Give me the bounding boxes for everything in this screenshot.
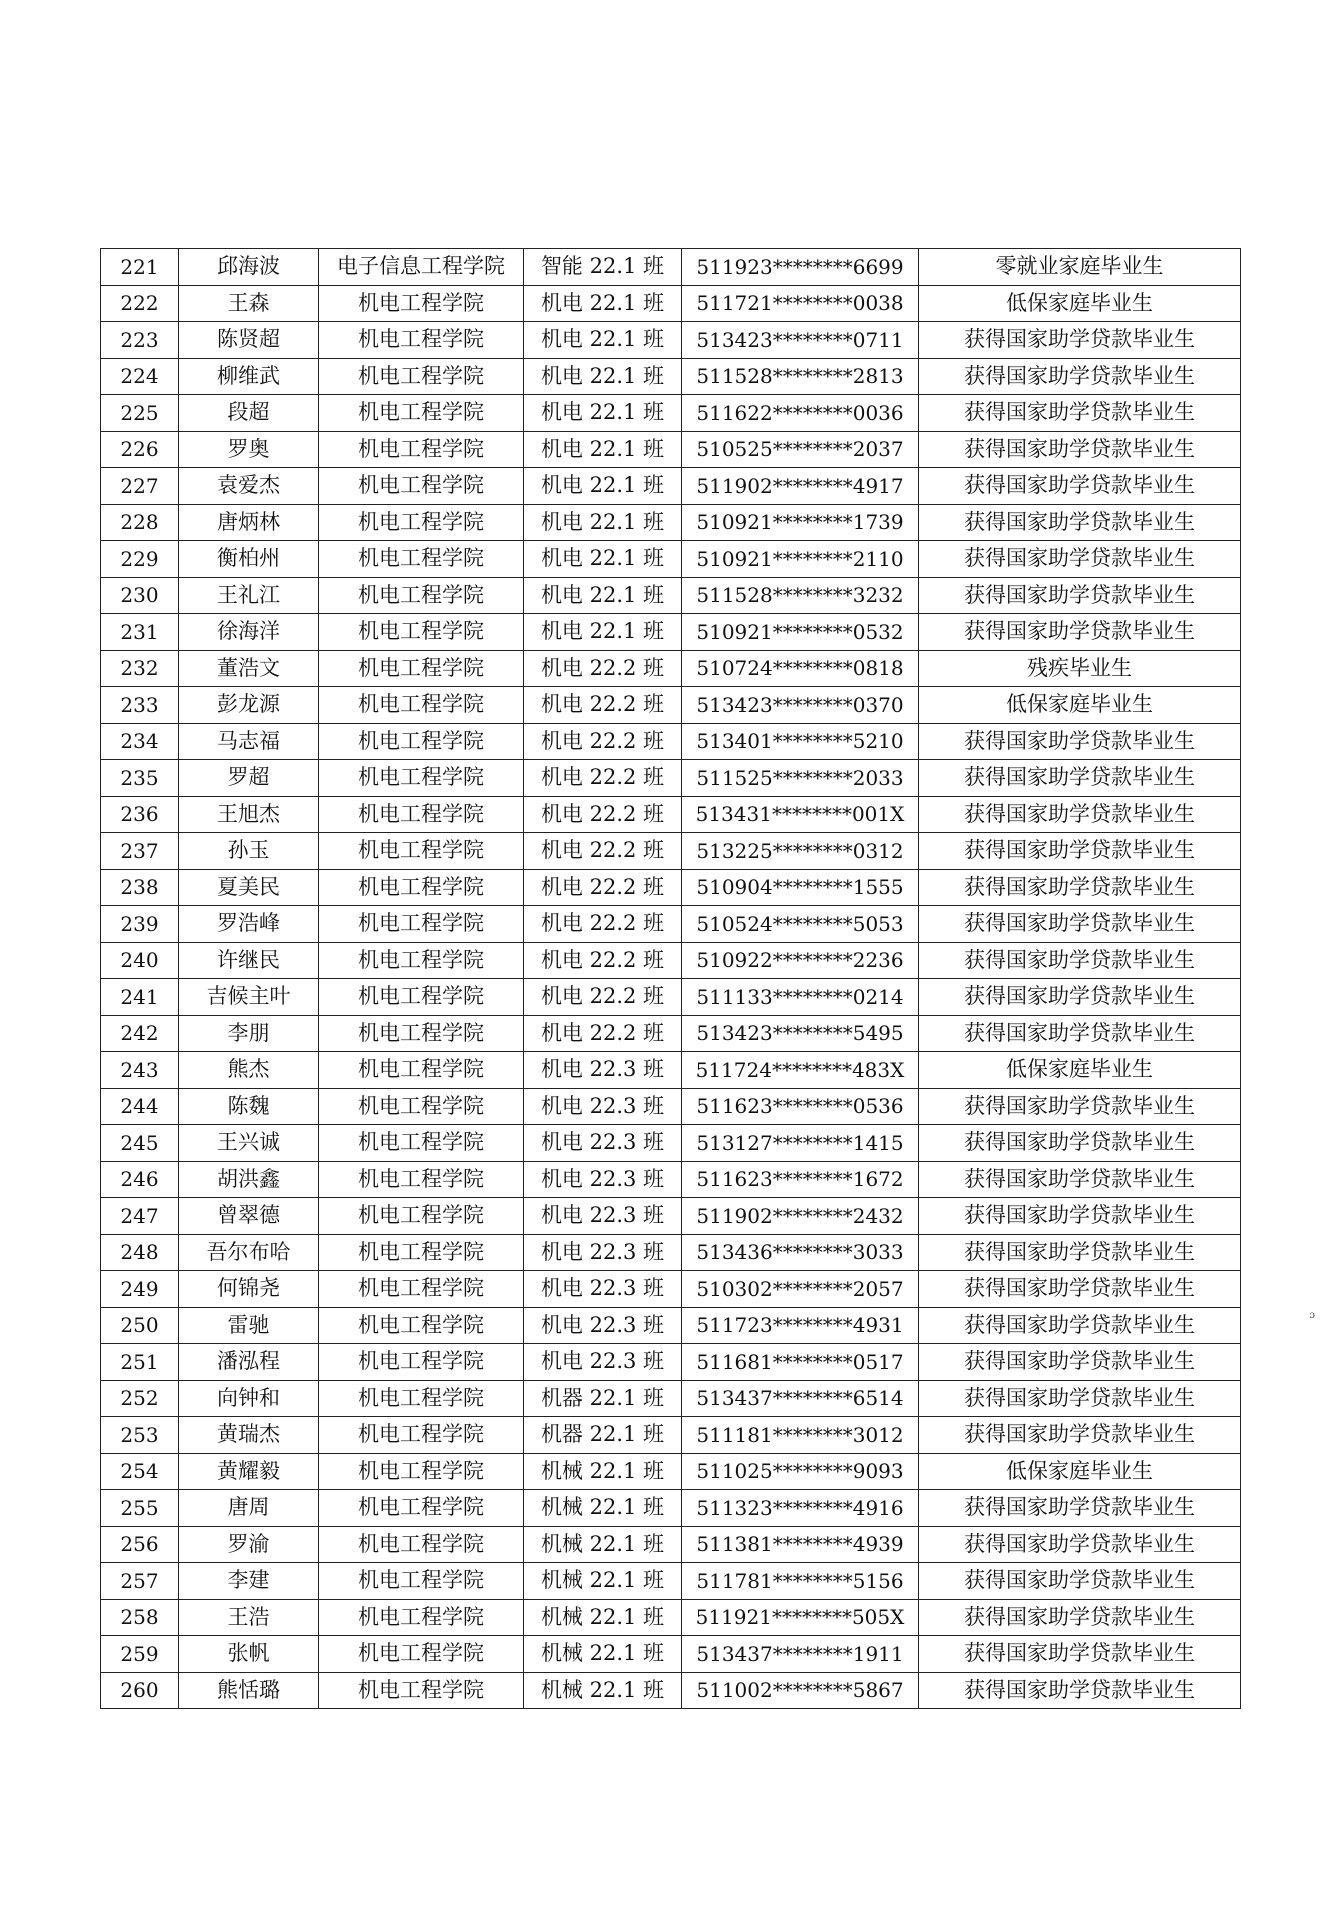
class-cell: 机电 22.1 班: [524, 285, 682, 322]
college-cell: 电子信息工程学院: [319, 249, 524, 286]
college-cell: 机电工程学院: [319, 1417, 524, 1454]
row-number-cell: 255: [101, 1490, 179, 1527]
college-cell: 机电工程学院: [319, 1380, 524, 1417]
category-cell: 获得国家助学贷款毕业生: [919, 1344, 1241, 1381]
college-cell: 机电工程学院: [319, 1198, 524, 1235]
college-cell: 机电工程学院: [319, 723, 524, 760]
id-number-cell: 511381********4939: [682, 1526, 919, 1563]
row-number-cell: 256: [101, 1526, 179, 1563]
row-number-cell: 227: [101, 468, 179, 505]
row-number-cell: 259: [101, 1636, 179, 1673]
id-number-cell: 511724********483X: [682, 1052, 919, 1089]
row-number-cell: 253: [101, 1417, 179, 1454]
class-cell: 机电 22.1 班: [524, 468, 682, 505]
row-number-cell: 240: [101, 942, 179, 979]
row-number-cell: 241: [101, 979, 179, 1016]
id-number-cell: 513401********5210: [682, 723, 919, 760]
row-number-cell: 239: [101, 906, 179, 943]
category-cell: 获得国家助学贷款毕业生: [919, 1307, 1241, 1344]
row-number-cell: 243: [101, 1052, 179, 1089]
id-number-cell: 511002********5867: [682, 1672, 919, 1709]
id-number-cell: 510525********2037: [682, 431, 919, 468]
id-number-cell: 511528********3232: [682, 577, 919, 614]
row-number-cell: 231: [101, 614, 179, 651]
college-cell: 机电工程学院: [319, 1015, 524, 1052]
id-number-cell: 510302********2057: [682, 1271, 919, 1308]
category-cell: 残疾毕业生: [919, 650, 1241, 687]
class-cell: 机电 22.3 班: [524, 1198, 682, 1235]
college-cell: 机电工程学院: [319, 431, 524, 468]
student-name-cell: 王浩: [179, 1599, 319, 1636]
table-row: [101, 1198, 1241, 1235]
table-row: [101, 906, 1241, 943]
student-name-cell: 李朋: [179, 1015, 319, 1052]
class-cell: 机械 22.1 班: [524, 1490, 682, 1527]
row-number-cell: 260: [101, 1672, 179, 1709]
table-row: [101, 796, 1241, 833]
row-number-cell: 254: [101, 1453, 179, 1490]
student-name-cell: 张帆: [179, 1636, 319, 1673]
graduate-roster-table: [100, 248, 1241, 1709]
category-cell: 获得国家助学贷款毕业生: [919, 1271, 1241, 1308]
table-row: [101, 1015, 1241, 1052]
student-name-cell: 潘泓程: [179, 1344, 319, 1381]
table-row: [101, 1453, 1241, 1490]
category-cell: 获得国家助学贷款毕业生: [919, 468, 1241, 505]
student-name-cell: 黄耀毅: [179, 1453, 319, 1490]
category-cell: 获得国家助学贷款毕业生: [919, 723, 1241, 760]
category-cell: 获得国家助学贷款毕业生: [919, 395, 1241, 432]
category-cell: 获得国家助学贷款毕业生: [919, 833, 1241, 870]
category-cell: 获得国家助学贷款毕业生: [919, 541, 1241, 578]
category-cell: 获得国家助学贷款毕业生: [919, 1599, 1241, 1636]
category-cell: 获得国家助学贷款毕业生: [919, 869, 1241, 906]
student-name-cell: 夏美民: [179, 869, 319, 906]
table-row: [101, 833, 1241, 870]
table-row: [101, 285, 1241, 322]
id-number-cell: 511181********3012: [682, 1417, 919, 1454]
table-row: [101, 1271, 1241, 1308]
row-number-cell: 237: [101, 833, 179, 870]
category-cell: 获得国家助学贷款毕业生: [919, 796, 1241, 833]
category-cell: 获得国家助学贷款毕业生: [919, 1015, 1241, 1052]
category-cell: 获得国家助学贷款毕业生: [919, 1490, 1241, 1527]
row-number-cell: 232: [101, 650, 179, 687]
class-cell: 机械 22.1 班: [524, 1599, 682, 1636]
category-cell: 获得国家助学贷款毕业生: [919, 1125, 1241, 1162]
id-number-cell: 511781********5156: [682, 1563, 919, 1600]
college-cell: 机电工程学院: [319, 285, 524, 322]
college-cell: 机电工程学院: [319, 395, 524, 432]
college-cell: 机电工程学院: [319, 504, 524, 541]
table-row: [101, 1599, 1241, 1636]
student-name-cell: 罗超: [179, 760, 319, 797]
table-row: [101, 979, 1241, 1016]
college-cell: 机电工程学院: [319, 869, 524, 906]
row-number-cell: 224: [101, 358, 179, 395]
row-number-cell: 228: [101, 504, 179, 541]
category-cell: 获得国家助学贷款毕业生: [919, 760, 1241, 797]
student-name-cell: 向钟和: [179, 1380, 319, 1417]
class-cell: 机电 22.1 班: [524, 577, 682, 614]
category-cell: 低保家庭毕业生: [919, 1052, 1241, 1089]
row-number-cell: 257: [101, 1563, 179, 1600]
student-name-cell: 唐周: [179, 1490, 319, 1527]
id-number-cell: 510921********0532: [682, 614, 919, 651]
id-number-cell: 513423********0370: [682, 687, 919, 724]
row-number-cell: 230: [101, 577, 179, 614]
row-number-cell: 225: [101, 395, 179, 432]
student-name-cell: 许继民: [179, 942, 319, 979]
table-row: [101, 1490, 1241, 1527]
class-cell: 机电 22.2 班: [524, 723, 682, 760]
student-name-cell: 熊恬璐: [179, 1672, 319, 1709]
table-row: [101, 577, 1241, 614]
category-cell: 获得国家助学贷款毕业生: [919, 431, 1241, 468]
roster-body: [101, 249, 1241, 1709]
category-cell: 获得国家助学贷款毕业生: [919, 1161, 1241, 1198]
class-cell: 机电 22.2 班: [524, 833, 682, 870]
table-row: [101, 1563, 1241, 1600]
row-number-cell: 238: [101, 869, 179, 906]
class-cell: 机电 22.1 班: [524, 541, 682, 578]
college-cell: 机电工程学院: [319, 1271, 524, 1308]
class-cell: 机电 22.2 班: [524, 760, 682, 797]
college-cell: 机电工程学院: [319, 1636, 524, 1673]
class-cell: 机电 22.3 班: [524, 1271, 682, 1308]
student-name-cell: 衡柏州: [179, 541, 319, 578]
class-cell: 机械 22.1 班: [524, 1453, 682, 1490]
category-cell: 获得国家助学贷款毕业生: [919, 577, 1241, 614]
id-number-cell: 510921********2110: [682, 541, 919, 578]
class-cell: 机电 22.3 班: [524, 1234, 682, 1271]
class-cell: 机电 22.2 班: [524, 942, 682, 979]
row-number-cell: 249: [101, 1271, 179, 1308]
college-cell: 机电工程学院: [319, 906, 524, 943]
student-name-cell: 邱海波: [179, 249, 319, 286]
class-cell: 机电 22.3 班: [524, 1161, 682, 1198]
student-name-cell: 罗渝: [179, 1526, 319, 1563]
table-row: [101, 1380, 1241, 1417]
class-cell: 机器 22.1 班: [524, 1380, 682, 1417]
student-name-cell: 曾翠德: [179, 1198, 319, 1235]
id-number-cell: 511025********9093: [682, 1453, 919, 1490]
row-number-cell: 246: [101, 1161, 179, 1198]
row-number-cell: 223: [101, 322, 179, 359]
college-cell: 机电工程学院: [319, 687, 524, 724]
id-number-cell: 513423********0711: [682, 322, 919, 359]
category-cell: 获得国家助学贷款毕业生: [919, 1234, 1241, 1271]
id-number-cell: 511623********1672: [682, 1161, 919, 1198]
student-name-cell: 胡洪鑫: [179, 1161, 319, 1198]
category-cell: 获得国家助学贷款毕业生: [919, 322, 1241, 359]
id-number-cell: 511923********6699: [682, 249, 919, 286]
id-number-cell: 510921********1739: [682, 504, 919, 541]
student-name-cell: 袁爱杰: [179, 468, 319, 505]
row-number-cell: 222: [101, 285, 179, 322]
college-cell: 机电工程学院: [319, 650, 524, 687]
class-cell: 机械 22.1 班: [524, 1636, 682, 1673]
college-cell: 机电工程学院: [319, 1490, 524, 1527]
college-cell: 机电工程学院: [319, 1088, 524, 1125]
table-row: [101, 504, 1241, 541]
id-number-cell: 511902********2432: [682, 1198, 919, 1235]
class-cell: 机电 22.3 班: [524, 1307, 682, 1344]
class-cell: 机电 22.3 班: [524, 1088, 682, 1125]
table-row: [101, 760, 1241, 797]
class-cell: 机电 22.1 班: [524, 358, 682, 395]
student-name-cell: 罗奥: [179, 431, 319, 468]
student-name-cell: 陈贤超: [179, 322, 319, 359]
id-number-cell: 511528********2813: [682, 358, 919, 395]
class-cell: 机电 22.2 班: [524, 906, 682, 943]
student-name-cell: 唐炳林: [179, 504, 319, 541]
row-number-cell: 258: [101, 1599, 179, 1636]
category-cell: 获得国家助学贷款毕业生: [919, 1198, 1241, 1235]
college-cell: 机电工程学院: [319, 322, 524, 359]
student-name-cell: 马志福: [179, 723, 319, 760]
table-row: [101, 1307, 1241, 1344]
table-row: [101, 1344, 1241, 1381]
table-row: [101, 1526, 1241, 1563]
college-cell: 机电工程学院: [319, 1125, 524, 1162]
table-row: [101, 1088, 1241, 1125]
row-number-cell: 250: [101, 1307, 179, 1344]
college-cell: 机电工程学院: [319, 833, 524, 870]
table-row: [101, 1672, 1241, 1709]
college-cell: 机电工程学院: [319, 1307, 524, 1344]
category-cell: 获得国家助学贷款毕业生: [919, 1417, 1241, 1454]
row-number-cell: 234: [101, 723, 179, 760]
class-cell: 机电 22.3 班: [524, 1125, 682, 1162]
college-cell: 机电工程学院: [319, 796, 524, 833]
college-cell: 机电工程学院: [319, 1161, 524, 1198]
class-cell: 机电 22.3 班: [524, 1052, 682, 1089]
table-row: [101, 1636, 1241, 1673]
class-cell: 机械 22.1 班: [524, 1526, 682, 1563]
id-number-cell: 511323********4916: [682, 1490, 919, 1527]
id-number-cell: 510724********0818: [682, 650, 919, 687]
id-number-cell: 511921********505X: [682, 1599, 919, 1636]
category-cell: 低保家庭毕业生: [919, 1453, 1241, 1490]
table-row: [101, 431, 1241, 468]
class-cell: 机电 22.2 班: [524, 1015, 682, 1052]
row-number-cell: 229: [101, 541, 179, 578]
row-number-cell: 245: [101, 1125, 179, 1162]
row-number-cell: 233: [101, 687, 179, 724]
category-cell: 获得国家助学贷款毕业生: [919, 614, 1241, 651]
table-row: [101, 1417, 1241, 1454]
table-row: [101, 468, 1241, 505]
row-number-cell: 248: [101, 1234, 179, 1271]
id-number-cell: 513437********6514: [682, 1380, 919, 1417]
row-number-cell: 236: [101, 796, 179, 833]
id-number-cell: 513127********1415: [682, 1125, 919, 1162]
college-cell: 机电工程学院: [319, 1563, 524, 1600]
class-cell: 机电 22.2 班: [524, 979, 682, 1016]
id-number-cell: 510904********1555: [682, 869, 919, 906]
category-cell: 获得国家助学贷款毕业生: [919, 1672, 1241, 1709]
class-cell: 机电 22.2 班: [524, 869, 682, 906]
class-cell: 机电 22.1 班: [524, 395, 682, 432]
college-cell: 机电工程学院: [319, 1453, 524, 1490]
student-name-cell: 吉候主叶: [179, 979, 319, 1016]
category-cell: 获得国家助学贷款毕业生: [919, 504, 1241, 541]
college-cell: 机电工程学院: [319, 468, 524, 505]
table-row: [101, 942, 1241, 979]
college-cell: 机电工程学院: [319, 760, 524, 797]
table-row: [101, 1052, 1241, 1089]
row-number-cell: 252: [101, 1380, 179, 1417]
category-cell: 获得国家助学贷款毕业生: [919, 1380, 1241, 1417]
class-cell: 机电 22.1 班: [524, 614, 682, 651]
table-row: [101, 1234, 1241, 1271]
class-cell: 机电 22.1 班: [524, 431, 682, 468]
college-cell: 机电工程学院: [319, 1344, 524, 1381]
id-number-cell: 513436********3033: [682, 1234, 919, 1271]
table-row: [101, 1161, 1241, 1198]
college-cell: 机电工程学院: [319, 358, 524, 395]
id-number-cell: 511721********0038: [682, 285, 919, 322]
college-cell: 机电工程学院: [319, 979, 524, 1016]
table-row: [101, 358, 1241, 395]
category-cell: 零就业家庭毕业生: [919, 249, 1241, 286]
row-number-cell: 244: [101, 1088, 179, 1125]
id-number-cell: 511902********4917: [682, 468, 919, 505]
class-cell: 机电 22.1 班: [524, 504, 682, 541]
student-name-cell: 王兴诚: [179, 1125, 319, 1162]
student-name-cell: 孙玉: [179, 833, 319, 870]
student-name-cell: 雷驰: [179, 1307, 319, 1344]
row-number-cell: 235: [101, 760, 179, 797]
id-number-cell: 511525********2033: [682, 760, 919, 797]
category-cell: 获得国家助学贷款毕业生: [919, 1563, 1241, 1600]
class-cell: 机械 22.1 班: [524, 1672, 682, 1709]
college-cell: 机电工程学院: [319, 1052, 524, 1089]
student-name-cell: 吾尔布哈: [179, 1234, 319, 1271]
table-row: [101, 869, 1241, 906]
table-row: [101, 650, 1241, 687]
category-cell: 低保家庭毕业生: [919, 285, 1241, 322]
student-name-cell: 熊杰: [179, 1052, 319, 1089]
student-name-cell: 王森: [179, 285, 319, 322]
category-cell: 获得国家助学贷款毕业生: [919, 358, 1241, 395]
student-name-cell: 陈魏: [179, 1088, 319, 1125]
category-cell: 获得国家助学贷款毕业生: [919, 906, 1241, 943]
college-cell: 机电工程学院: [319, 577, 524, 614]
student-name-cell: 罗浩峰: [179, 906, 319, 943]
table-row: [101, 249, 1241, 286]
category-cell: 获得国家助学贷款毕业生: [919, 1526, 1241, 1563]
class-cell: 机电 22.3 班: [524, 1344, 682, 1381]
student-name-cell: 何锦尧: [179, 1271, 319, 1308]
id-number-cell: 513437********1911: [682, 1636, 919, 1673]
college-cell: 机电工程学院: [319, 1526, 524, 1563]
category-cell: 获得国家助学贷款毕业生: [919, 1636, 1241, 1673]
category-cell: 获得国家助学贷款毕业生: [919, 942, 1241, 979]
college-cell: 机电工程学院: [319, 541, 524, 578]
category-cell: 获得国家助学贷款毕业生: [919, 979, 1241, 1016]
table-row: [101, 723, 1241, 760]
class-cell: 机械 22.1 班: [524, 1563, 682, 1600]
id-number-cell: 513423********5495: [682, 1015, 919, 1052]
student-name-cell: 徐海洋: [179, 614, 319, 651]
table-row: [101, 687, 1241, 724]
id-number-cell: 511133********0214: [682, 979, 919, 1016]
row-number-cell: 242: [101, 1015, 179, 1052]
student-name-cell: 段超: [179, 395, 319, 432]
category-cell: 低保家庭毕业生: [919, 687, 1241, 724]
id-number-cell: 513431********001X: [682, 796, 919, 833]
row-number-cell: 247: [101, 1198, 179, 1235]
class-cell: 机电 22.1 班: [524, 322, 682, 359]
table-row: [101, 614, 1241, 651]
student-name-cell: 王旭杰: [179, 796, 319, 833]
college-cell: 机电工程学院: [319, 614, 524, 651]
table-row: [101, 395, 1241, 432]
college-cell: 机电工程学院: [319, 942, 524, 979]
row-number-cell: 226: [101, 431, 179, 468]
id-number-cell: 511681********0517: [682, 1344, 919, 1381]
class-cell: 机电 22.2 班: [524, 796, 682, 833]
margin-mark: ɔ: [1309, 1310, 1315, 1321]
row-number-cell: 221: [101, 249, 179, 286]
college-cell: 机电工程学院: [319, 1234, 524, 1271]
student-name-cell: 王礼江: [179, 577, 319, 614]
student-name-cell: 李建: [179, 1563, 319, 1600]
table-row: [101, 322, 1241, 359]
category-cell: 获得国家助学贷款毕业生: [919, 1088, 1241, 1125]
table-row: [101, 1125, 1241, 1162]
id-number-cell: 513225********0312: [682, 833, 919, 870]
class-cell: 机器 22.1 班: [524, 1417, 682, 1454]
id-number-cell: 510922********2236: [682, 942, 919, 979]
id-number-cell: 510524********5053: [682, 906, 919, 943]
class-cell: 机电 22.2 班: [524, 650, 682, 687]
id-number-cell: 511723********4931: [682, 1307, 919, 1344]
id-number-cell: 511623********0536: [682, 1088, 919, 1125]
class-cell: 机电 22.2 班: [524, 687, 682, 724]
student-name-cell: 柳维武: [179, 358, 319, 395]
row-number-cell: 251: [101, 1344, 179, 1381]
table-row: [101, 541, 1241, 578]
class-cell: 智能 22.1 班: [524, 249, 682, 286]
college-cell: 机电工程学院: [319, 1599, 524, 1636]
student-name-cell: 董浩文: [179, 650, 319, 687]
student-name-cell: 黄瑞杰: [179, 1417, 319, 1454]
id-number-cell: 511622********0036: [682, 395, 919, 432]
student-name-cell: 彭龙源: [179, 687, 319, 724]
college-cell: 机电工程学院: [319, 1672, 524, 1709]
